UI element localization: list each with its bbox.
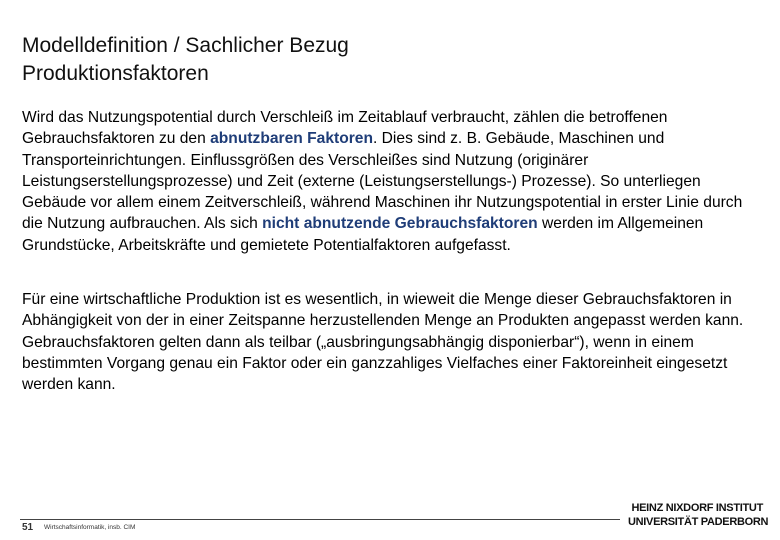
highlight-nicht-abnutzende: nicht abnutzende Gebrauchsfaktoren bbox=[262, 215, 538, 233]
slide-title bbox=[22, 32, 762, 88]
paragraph1-text-c: werden im Allgemeinen Grundstücke, Arbeitskräfte und gemietete Potentialfaktoren aufgefasst. bbox=[22, 215, 704, 254]
logo-line-2: UNIVERSITÄT PADERBORN bbox=[628, 516, 769, 528]
title-line-2: Produktionsfaktoren bbox=[22, 62, 209, 85]
footer-course-label: Wirtschaftsinformatik, insb. CIM bbox=[44, 524, 136, 531]
highlight-abnutzbare-faktoren: abnutzbaren Faktoren bbox=[210, 130, 373, 148]
paragraph-abnutzbare-faktoren bbox=[22, 107, 757, 256]
page-number: 51 bbox=[22, 522, 34, 533]
university-logo bbox=[628, 502, 769, 529]
paragraph1-text-a: Wird das Nutzungspotential durch Verschleiß im Zeitablauf verbraucht, zählen die betroffenen Gebrauchsfaktoren zu den bbox=[22, 109, 668, 148]
title-line-1: Modelldefinition / Sachlicher Bezug bbox=[22, 34, 349, 57]
footer-divider bbox=[20, 519, 620, 520]
paragraph1-text-b: . Dies sind z. B. Gebäude, Maschinen und Transporteinrichtungen. Einflussgrößen des Verschleißes sind Nutzung (originärer Leistungserstellungsprozesse) und Zeit (externe (Leistungserstellungs-) Prozesse). So unterliegen Gebäude vor allem einem Zeitverschleiß, während Maschinen ihr Nutzungspotential in erster Linie durch die Nutzung aufbrauchen. Als sich bbox=[22, 130, 743, 233]
paragraph-teilbarkeit: Für eine wirtschaftliche Produktion ist es wesentlich, in wieweit die Menge dieser Gebrauchsfaktoren in Abhängigkeit von der in einer Zeitspanne herzustellenden Menge an Produkten angepasst werden kann. Gebrauchsfaktoren gelten dann als teilbar („ausbringungsabhängig disponierbar“), wenn in einem bestimmten Vorgang genau ein Faktor oder ein ganzzahliges Vielfaches einer Faktoreinheit eingesetzt werden kann. bbox=[22, 291, 744, 394]
logo-line-1: HEINZ NIXDORF INSTITUT bbox=[631, 502, 763, 514]
